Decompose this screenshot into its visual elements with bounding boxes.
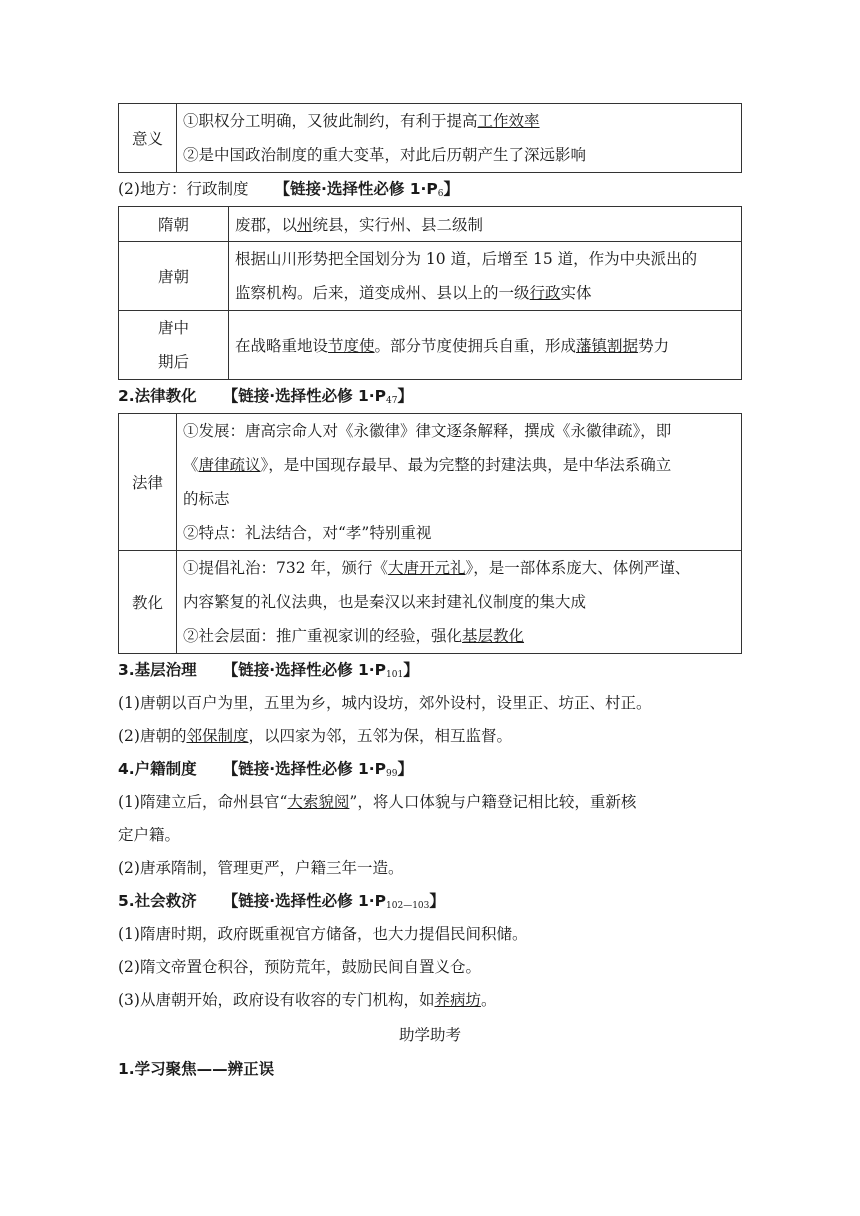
key-term: 节度使 bbox=[328, 337, 375, 355]
row-content: ①发展：唐高宗命人对《永徽律》律文逐条解释，撰成《永徽律疏》，即 《唐律疏议》，是中国现存最早、最为完整的封建法典，是中华法系确立 的标志 ②特点：礼法结合，对“孝”特别重视 bbox=[177, 414, 742, 551]
paragraph: (2)唐承隋制，管理更严，户籍三年一造。 bbox=[118, 859, 404, 877]
key-term: 大唐开元礼 bbox=[388, 559, 466, 577]
row-label: 唐朝 bbox=[119, 242, 229, 311]
text-line: ①职权分工明确，又彼此制约，有利于提高工作效率 bbox=[183, 112, 540, 130]
textbook-link: 【链接·选择性必修 $1\cdot P_{99}$】 bbox=[222, 760, 413, 779]
helper-title: 助学助考 bbox=[398, 1026, 461, 1044]
page-content bbox=[118, 103, 742, 1086]
section-heading: 5.社会救济 【链接·选择性必修 $1\cdot P_{102—103}$】 bbox=[118, 892, 445, 911]
key-term: 邻保制度 bbox=[186, 727, 249, 745]
law-education-table bbox=[118, 413, 742, 654]
table-row bbox=[119, 414, 742, 551]
key-term: 大索貌阅 bbox=[287, 793, 350, 811]
table-row bbox=[119, 207, 742, 242]
row-label: 隋朝 bbox=[119, 207, 229, 242]
key-term: 藩镇割据 bbox=[576, 337, 639, 355]
textbook-link: 【链接·选择性必修 $1\cdot P_6$】 bbox=[274, 180, 460, 199]
paragraph: (1)隋建立后，命州县官“大索貌阅”，将人口体貌与户籍登记相比较，重新核 bbox=[118, 793, 637, 811]
table-row bbox=[119, 311, 742, 380]
row-content: 在战略重地设节度使。部分节度使拥兵自重，形成藩镇割据势力 bbox=[229, 311, 742, 380]
key-term: 唐律疏议 bbox=[198, 456, 261, 474]
paragraph: (2)唐朝的邻保制度，以四家为邻，五邻为保，相互监督。 bbox=[118, 727, 512, 745]
key-term: 基层教化 bbox=[462, 627, 525, 645]
paragraph: 定户籍。 bbox=[118, 826, 181, 844]
significance-table bbox=[118, 103, 742, 173]
paragraph: (2)隋文帝置仓积谷，预防荒年，鼓励民间自置义仓。 bbox=[118, 958, 481, 976]
section-heading: (2)地方：行政制度 【链接·选择性必修 $1\cdot P_6$】 bbox=[118, 180, 460, 199]
key-term: 养病坊 bbox=[434, 991, 481, 1009]
paragraph: (1)隋唐时期，政府既重视官方储备，也大力提倡民间积储。 bbox=[118, 925, 528, 943]
text-line: ②是中国政治制度的重大变革，对此后历朝产生了深远影响 bbox=[183, 146, 587, 164]
row-label: 法律 bbox=[119, 414, 177, 551]
row-label: 意义 bbox=[119, 104, 177, 173]
textbook-link: 【链接·选择性必修 $1\cdot P_{102—103}$】 bbox=[222, 892, 445, 911]
row-label: 唐中 期后 bbox=[119, 311, 229, 380]
section-heading: 4.户籍制度 【链接·选择性必修 $1\cdot P_{99}$】 bbox=[118, 760, 413, 779]
key-term: 行政 bbox=[529, 284, 561, 302]
section-heading: 2.法律教化 【链接·选择性必修 $1\cdot P_{47}$】 bbox=[118, 387, 413, 406]
section-heading: 1.学习聚焦——辨正误 bbox=[118, 1060, 275, 1078]
row-content bbox=[177, 104, 742, 173]
table-row bbox=[119, 104, 742, 173]
row-content: 废郡，以州统县，实行州、县二级制 bbox=[229, 207, 742, 242]
paragraph: (3)从唐朝开始，政府设有收容的专门机构，如养病坊。 bbox=[118, 991, 497, 1009]
table-row bbox=[119, 242, 742, 311]
textbook-link: 【链接·选择性必修 $1\cdot P_{47}$】 bbox=[222, 387, 413, 406]
local-admin-table bbox=[118, 206, 742, 380]
row-content: ①提倡礼治：732 年，颁行《大唐开元礼》，是一部体系庞大、体例严谨、 内容繁复的礼仪法典，也是秦汉以来封建礼仪制度的集大成 ②社会层面：推广重视家训的经验，强化基层教化 bbox=[177, 551, 742, 654]
row-content: 根据山川形势把全国划分为 10 道，后增至 15 道，作为中央派出的 监察机构。后来，道变成州、县以上的一级行政实体 bbox=[229, 242, 742, 311]
section-heading: 3.基层治理 【链接·选择性必修 $1\cdot P_{101}$】 bbox=[118, 661, 419, 680]
table-row bbox=[119, 551, 742, 654]
key-term: 州 bbox=[297, 216, 313, 234]
key-term: 工作效率 bbox=[477, 112, 540, 130]
row-label: 教化 bbox=[119, 551, 177, 654]
textbook-link: 【链接·选择性必修 $1\cdot P_{101}$】 bbox=[222, 661, 419, 680]
paragraph: (1)唐朝以百户为里，五里为乡，城内设坊，郊外设村，设里正、坊正、村正。 bbox=[118, 694, 652, 712]
